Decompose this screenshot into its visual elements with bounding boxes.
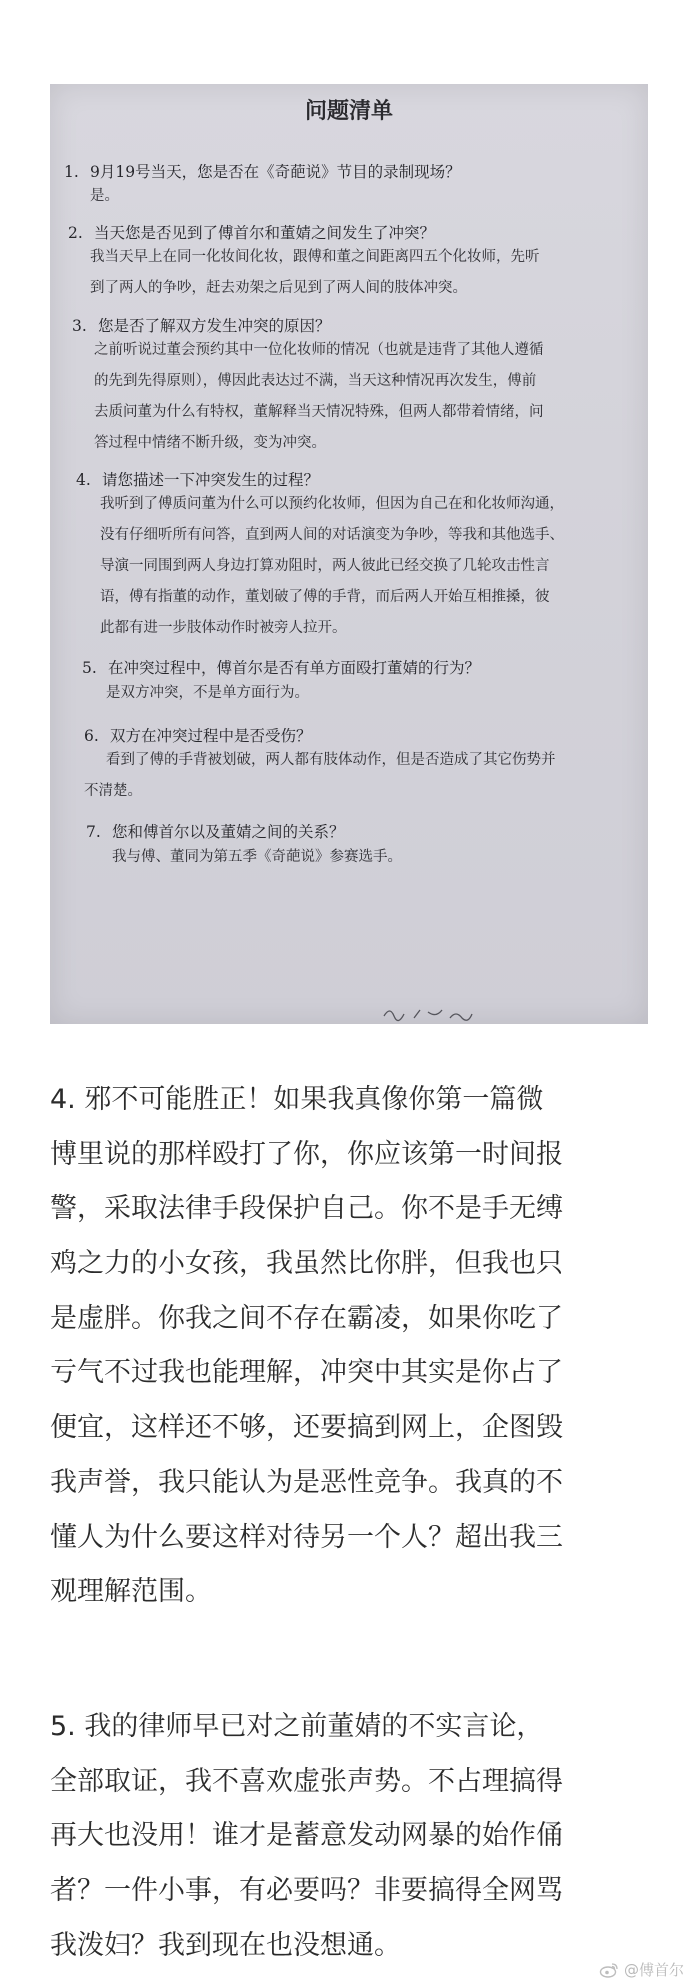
- question-text: 您是否了解双方发生冲突的原因？: [98, 317, 331, 335]
- answer-2: [90, 242, 540, 304]
- answer-line: 导演一同围到两人身边打算劝阻时，两人彼此已经交换了几轮攻击性言: [100, 558, 550, 574]
- answer-line: 看到了傅的手背被划破，两人都有肢体动作，但是否造成了其它伤势并: [106, 752, 556, 768]
- answer-line: 不清楚。: [84, 783, 142, 799]
- paragraph-line: 便宜，这样还不够，还要搞到网上，企图毁: [50, 1412, 563, 1444]
- answer-line: 是双方冲突，不是单方面行为。: [106, 685, 309, 701]
- answer-4: [100, 489, 564, 644]
- document-photo: [50, 84, 648, 1024]
- question-text: 双方在冲突过程中是否受伤？: [110, 727, 312, 745]
- question-number: 1.: [64, 163, 79, 181]
- paragraph-line: 4. 邪不可能胜正！如果我真像你第一篇微: [50, 1084, 544, 1115]
- answer-line: 没有仔细听所有问答，直到两人间的对话演变为争吵，等我和其他选手、: [100, 527, 564, 543]
- watermark: [599, 1959, 684, 1980]
- question-7: [86, 820, 345, 842]
- question-number: 2.: [68, 224, 83, 242]
- paragraph-line: 亏气不过我也能理解，冲突中其实是你占了: [50, 1357, 563, 1389]
- answer-line: 答过程中情绪不断升级，变为冲突。: [94, 435, 326, 451]
- question-number: 3.: [72, 317, 87, 335]
- answer-line: 去质问董为什么有特权，董解释当天情况特殊，但两人都带着情绪，问: [94, 404, 544, 420]
- question-2: [68, 221, 435, 243]
- handwriting-scribble: [380, 1002, 500, 1024]
- document-title: 问题清单: [304, 99, 393, 124]
- paragraph-line: 懂人为什么要这样对待另一个人？超出我三: [50, 1521, 563, 1553]
- answer-line: 我当天早上在同一化妆间化妆，跟傅和董之间距离四五个化妆师，先听: [90, 249, 540, 265]
- question-number: 7.: [86, 823, 101, 841]
- answer-1: [90, 181, 119, 212]
- question-5: [82, 656, 480, 678]
- question-text: 9月19号当天，您是否在《奇葩说》节目的录制现场？: [90, 163, 461, 181]
- paragraph-line: 观理解范围。: [50, 1576, 212, 1608]
- paragraph-line: 我声誉，我只能认为是恶性竞争。我真的不: [50, 1466, 563, 1498]
- question-3: [72, 314, 331, 336]
- answer-line: 此都有进一步肢体动作时被旁人拉开。: [100, 620, 347, 636]
- answer-line: 到了两人的争吵，赶去劝架之后见到了两人间的肢体冲突。: [90, 280, 467, 296]
- paragraph-line: 我泼妇？我到现在也没想通。: [50, 1929, 401, 1961]
- weibo-icon: [599, 1962, 619, 1978]
- paragraph-line: 警，采取法律手段保护自己。你不是手无缚: [50, 1193, 563, 1225]
- answer-line: 我与傅、董同为第五季《奇葩说》参赛选手。: [112, 849, 402, 865]
- watermark-text: @傅首尔: [623, 1961, 684, 1979]
- question-number: 4.: [76, 471, 91, 489]
- paragraph-line: 再大也没用！谁才是蓄意发动网暴的始作俑: [50, 1820, 563, 1852]
- answer-line: 的先到先得原则），傅因此表达过不满，当天这种情况再次发生，傅前: [94, 373, 537, 389]
- question-4: [76, 468, 319, 490]
- answer-line: 之前听说过董会预约其中一位化妆师的情况（也就是违背了其他人遵循: [94, 342, 544, 358]
- question-text: 在冲突过程中，傅首尔是否有单方面殴打董婧的行为？: [108, 659, 481, 677]
- answer-6: [84, 745, 556, 807]
- paragraph-line: 者？一件小事，有必要吗？非要搞得全网骂: [50, 1875, 563, 1907]
- paragraph-4: [50, 1073, 650, 1620]
- answer-line: 我听到了傅质问董为什么可以预约化妆师，但因为自己在和化妆师沟通，: [100, 496, 564, 512]
- paragraph-line: 博里说的那样殴打了你，你应该第一时间报: [50, 1138, 563, 1170]
- question-text: 您和傅首尔以及董婧之间的关系？: [112, 823, 345, 841]
- paragraph-line: 全部取证，我不喜欢虚张声势。不占理搞得: [50, 1765, 563, 1797]
- paragraph-5: [50, 1700, 650, 1973]
- question-number: 5.: [82, 659, 97, 677]
- answer-5: [106, 678, 309, 709]
- question-number: 6.: [84, 727, 99, 745]
- question-6: [84, 724, 312, 746]
- question-text: 请您描述一下冲突发生的过程？: [102, 471, 320, 489]
- paragraph-line: 鸡之力的小女孩，我虽然比你胖，但我也只: [50, 1248, 563, 1280]
- answer-3: [94, 335, 544, 459]
- paragraph-line: 是虚胖。你我之间不存在霸凌，如果你吃了: [50, 1302, 563, 1334]
- answer-line: 语，傅有指董的动作，董划破了傅的手背，而后两人开始互相推搡，彼: [100, 589, 550, 605]
- answer-line: 是。: [90, 188, 119, 204]
- answer-7: [112, 842, 402, 873]
- question-text: 当天您是否见到了傅首尔和董婧之间发生了冲突？: [94, 224, 436, 242]
- question-1: [64, 160, 461, 182]
- paragraph-line: 5. 我的律师早已对之前董婧的不实言论，: [50, 1711, 544, 1742]
